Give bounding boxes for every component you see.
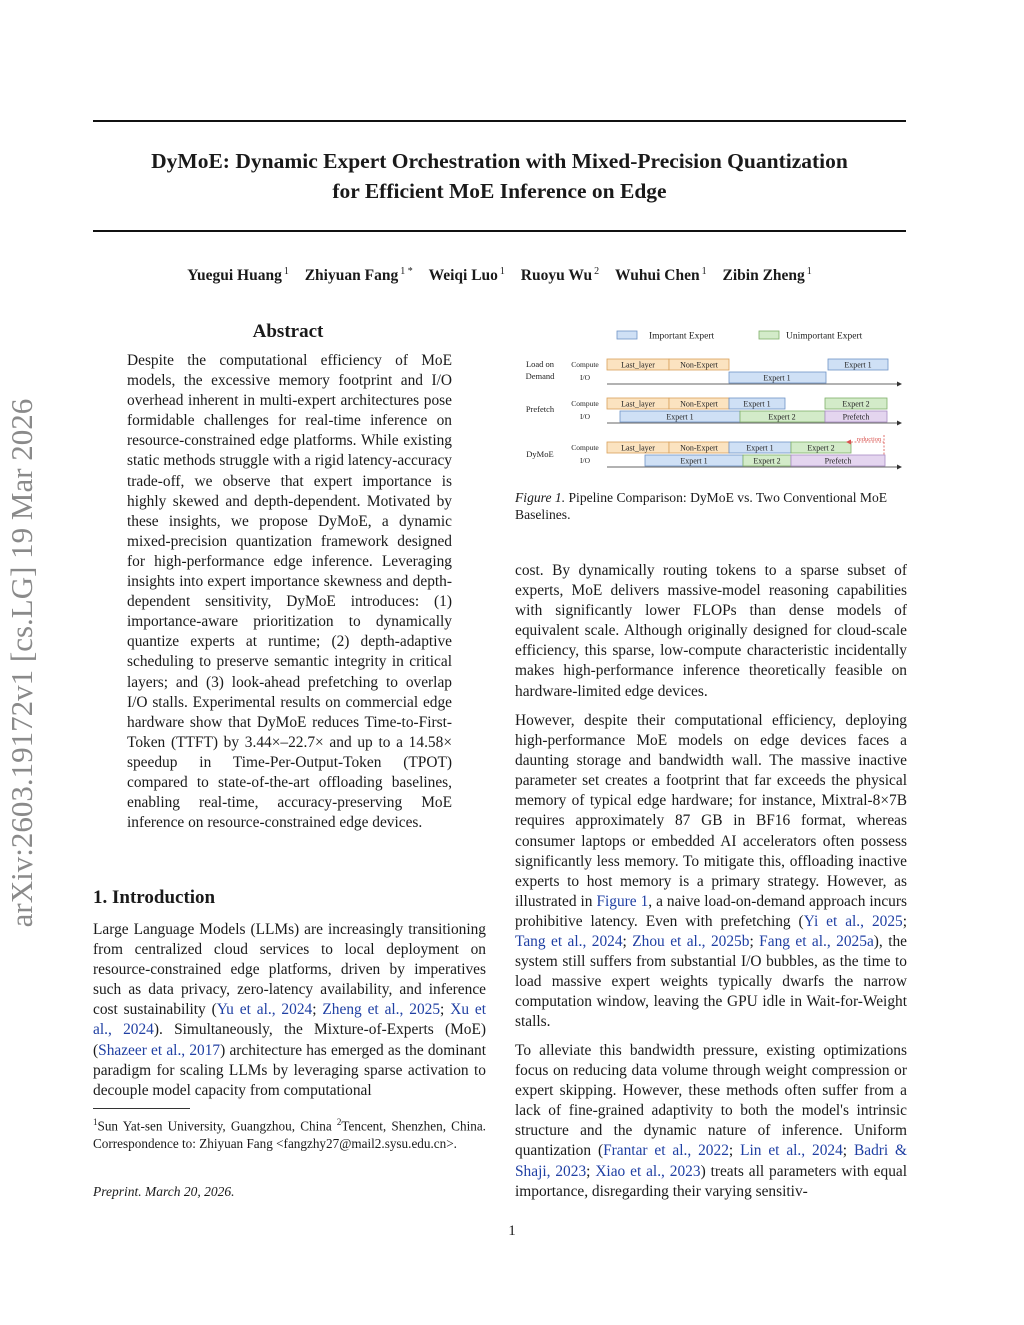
author-list — [93, 266, 906, 285]
intro-paragraph-1-continued: cost. By dynamically routing tokens to a sparse subset of experts, MoE delivers massive-model reasoning capabilities with significantly lower FLOPs than dense models of equivalent scale. Although originally designed for cloud-scale efficiency, this sparse, low-compute characteristic incidentally makes high-performance inference theoretically feasible on hardware-limited edge devices. — [515, 562, 907, 700]
svg-text:Expert 2: Expert 2 — [768, 412, 796, 422]
citation-link[interactable]: Lin et al., 2024 — [740, 1142, 843, 1160]
title-line-2: for Efficient MoE Inference on Edge — [332, 179, 667, 203]
io-label: I/O — [580, 373, 590, 382]
reduction-label: reduction — [856, 436, 882, 443]
svg-text:Last_layer: Last_layer — [621, 360, 655, 370]
abstract-heading: Abstract — [252, 321, 324, 342]
intro-paragraph-1: Large Language Models (LLMs) are increasingly transitioning from centralized cloud services to local deployment on resource-constrained edge platforms, driven by imperatives such as data privacy, zero-latency availability, and inference cost sustainability (Yu et al., 2024; Zheng et al., 2025; Xu et al., 2024). Simultaneously, the Mixture-of-Experts (MoE) (Shazeer et al., 2017) architecture has emerged as the dominant paradigm for scaling LLMs by leveraging sparse activation to decouple model capacity from computational — [93, 921, 487, 1099]
arxiv-margin-note: arXiv:2603.19172v1 [cs.LG] 19 Mar 2026 — [4, 398, 39, 928]
preprint-note: Preprint. March 20, 2026. — [93, 1184, 235, 1199]
svg-text:Expert 1: Expert 1 — [666, 412, 694, 422]
top-rule — [93, 120, 906, 122]
title-bottom-rule — [93, 230, 906, 232]
author: Ruoyu Wu $^2$ — [520, 266, 600, 285]
legend-important-swatch — [617, 331, 637, 339]
svg-text:Last_layer: Last_layer — [621, 443, 655, 453]
citation-link[interactable]: Zhou et al., 2025b — [632, 933, 750, 951]
citation-link[interactable]: Xiao et al., 2023 — [595, 1162, 701, 1180]
citation-link[interactable]: Tang et al., 2024 — [515, 933, 623, 951]
row-label: DyMoE — [526, 449, 554, 459]
author: Zibin Zheng $^1$ — [722, 266, 812, 285]
svg-text:Non-Expert: Non-Expert — [680, 443, 718, 453]
author: Yuegui Huang $^1$ — [187, 266, 289, 285]
io-label: I/O — [580, 412, 590, 421]
citation-link[interactable]: Yi et al., 2025 — [803, 912, 903, 930]
figure-1-pipeline-diagram — [515, 323, 907, 473]
svg-text:Expert 1: Expert 1 — [680, 456, 708, 466]
svg-text:Non-Expert: Non-Expert — [680, 360, 718, 370]
intro-paragraph-3: To alleviate this bandwidth pressure, existing optimizations focus on reducing data volume through weight compression or expert skipping. However, these methods often suffer from a lack of fine-grained adaptivity to both the model's intrinsic structure and the dynamic nature of inference. Uniform quantization (Frantar et al., 2022; Lin et al., 2024; Badri & Shaji, 2023; Xiao et al., 2023) treats all parameters with equal importance, disregarding their varying sensitiv- — [515, 1042, 908, 1200]
citation-link[interactable]: Shazeer et al., 2017 — [98, 1041, 221, 1059]
row-label: Prefetch — [525, 404, 555, 414]
row-label: Demand — [525, 371, 555, 381]
compute-label: Compute — [571, 399, 599, 408]
svg-text:Prefetch: Prefetch — [842, 412, 870, 422]
affiliation-footnote: $^1$Sun Yat-sen University, Guangzhou, China $^2$Tencent, Shenzhen, China. Correspondence to: Zhiyuan Fang <fangzhy27@mail2.sysu.edu.cn>. — [93, 1117, 486, 1151]
svg-text:Last_layer: Last_layer — [621, 399, 655, 409]
compute-label: Compute — [571, 443, 599, 452]
citation-link[interactable]: Xu et al., 2024 — [93, 1001, 487, 1039]
svg-text:Expert 2: Expert 2 — [807, 443, 835, 453]
svg-text:Non-Expert: Non-Expert — [680, 399, 718, 409]
citation-link[interactable]: Badri & Shaji, 2023 — [515, 1142, 908, 1180]
citation-link[interactable]: Zheng et al., 2025 — [322, 1001, 441, 1019]
author: Wuhui Chen $^1$ — [615, 266, 707, 285]
paper-title — [93, 146, 906, 206]
author: Weiqi Luo $^1$ — [428, 266, 505, 285]
svg-text:Expert 1: Expert 1 — [844, 360, 872, 370]
section-heading-introduction: 1. Introduction — [93, 887, 216, 908]
legend-unimportant-label: Unimportant Expert — [786, 331, 863, 342]
compute-label: Compute — [571, 360, 599, 369]
svg-text:Expert 1: Expert 1 — [763, 373, 791, 383]
svg-text:Expert 2: Expert 2 — [842, 399, 870, 409]
citation-link[interactable]: Yu et al., 2024 — [216, 1001, 313, 1019]
io-label: I/O — [580, 456, 590, 465]
footnote-rule — [93, 1108, 190, 1109]
title-line-1: DyMoE: Dynamic Expert Orchestration with Mixed-Precision Quantization — [151, 149, 848, 173]
page-number: 1 — [508, 1223, 516, 1239]
legend-unimportant-swatch — [759, 331, 779, 339]
abstract-text: Despite the computational efficiency of MoE models, the excessive memory footprint and I/O overhead inherent in multi-expert architectures pose formidable challenges for real-time inference on resource-constrained edge platforms. While existing static methods struggle with a rigid latency-accuracy trade-off, we observe that expert importance is highly skewed and depth-dependent. Motivated by these insights, we propose DyMoE, a dynamic mixed-precision quantization framework designed for high-performance edge inference. Leveraging insights into expert importance skewness and depth-dependent sensitivity, DyMoE introduces: (1) importance-aware prioritization to dynamically quantize experts at runtime; (2) depth-adaptive scheduling to preserve semantic integrity in critical layers; and (3) look-ahead prefetching to overlap I/O stalls. Experimental results on commercial edge hardware show that DyMoE reduces Time-to-First-Token (TTFT) by 3.44×–22.7× and up to a 14.58× speedup in Time-Per-Output-Token (TPOT) compared to state-of-the-art offloading baselines, enabling real-time, accuracy-preserving MoE inference on resource-constrained edge devices. — [127, 352, 452, 832]
svg-text:Expert 1: Expert 1 — [746, 443, 774, 453]
citation-link[interactable]: Fang et al., 2025a — [759, 933, 874, 951]
author: Zhiyuan Fang $^{1 *}$ — [304, 266, 413, 285]
svg-text:Prefetch: Prefetch — [824, 456, 852, 466]
svg-text:Expert 1: Expert 1 — [743, 399, 771, 409]
legend-important-label: Important Expert — [649, 331, 715, 342]
citation-link[interactable]: Frantar et al., 2022 — [603, 1142, 729, 1160]
row-label: Load on — [525, 359, 555, 369]
figure-reference-link[interactable]: Figure 1 — [596, 892, 649, 910]
figure-1-caption: Figure 1. Pipeline Comparison: DyMoE vs. Two Conventional MoE Baselines. — [515, 490, 888, 522]
svg-text:Expert 2: Expert 2 — [753, 456, 781, 466]
intro-paragraph-2: However, despite their computational efficiency, deploying high-performance MoE models on edge devices faces a daunting storage and bandwidth wall. The massive inactive parameter set creates a footprint that far exceeds the physical memory of typical edge hardware; for instance, Mixtral-8×7B requires approximately 87 GB in BF16 format, whereas consumer laptops or embedded AI accelerators often possess significantly less memory. To mitigate this, offloading inactive experts to host memory is a primary strategy. However, as illustrated in Figure 1, a naive load-on-demand approach incurs prohibitive latency. Even with prefetching (Yi et al., 2025; Tang et al., 2024; Zhou et al., 2025b; Fang et al., 2025a), the system still suffers from substantial I/O bubbles, as the time to load massive expert weights typically dwarfs the narrow computation window, leaving the GPU idle in Wait-for-Weight stalls. — [515, 712, 908, 1031]
